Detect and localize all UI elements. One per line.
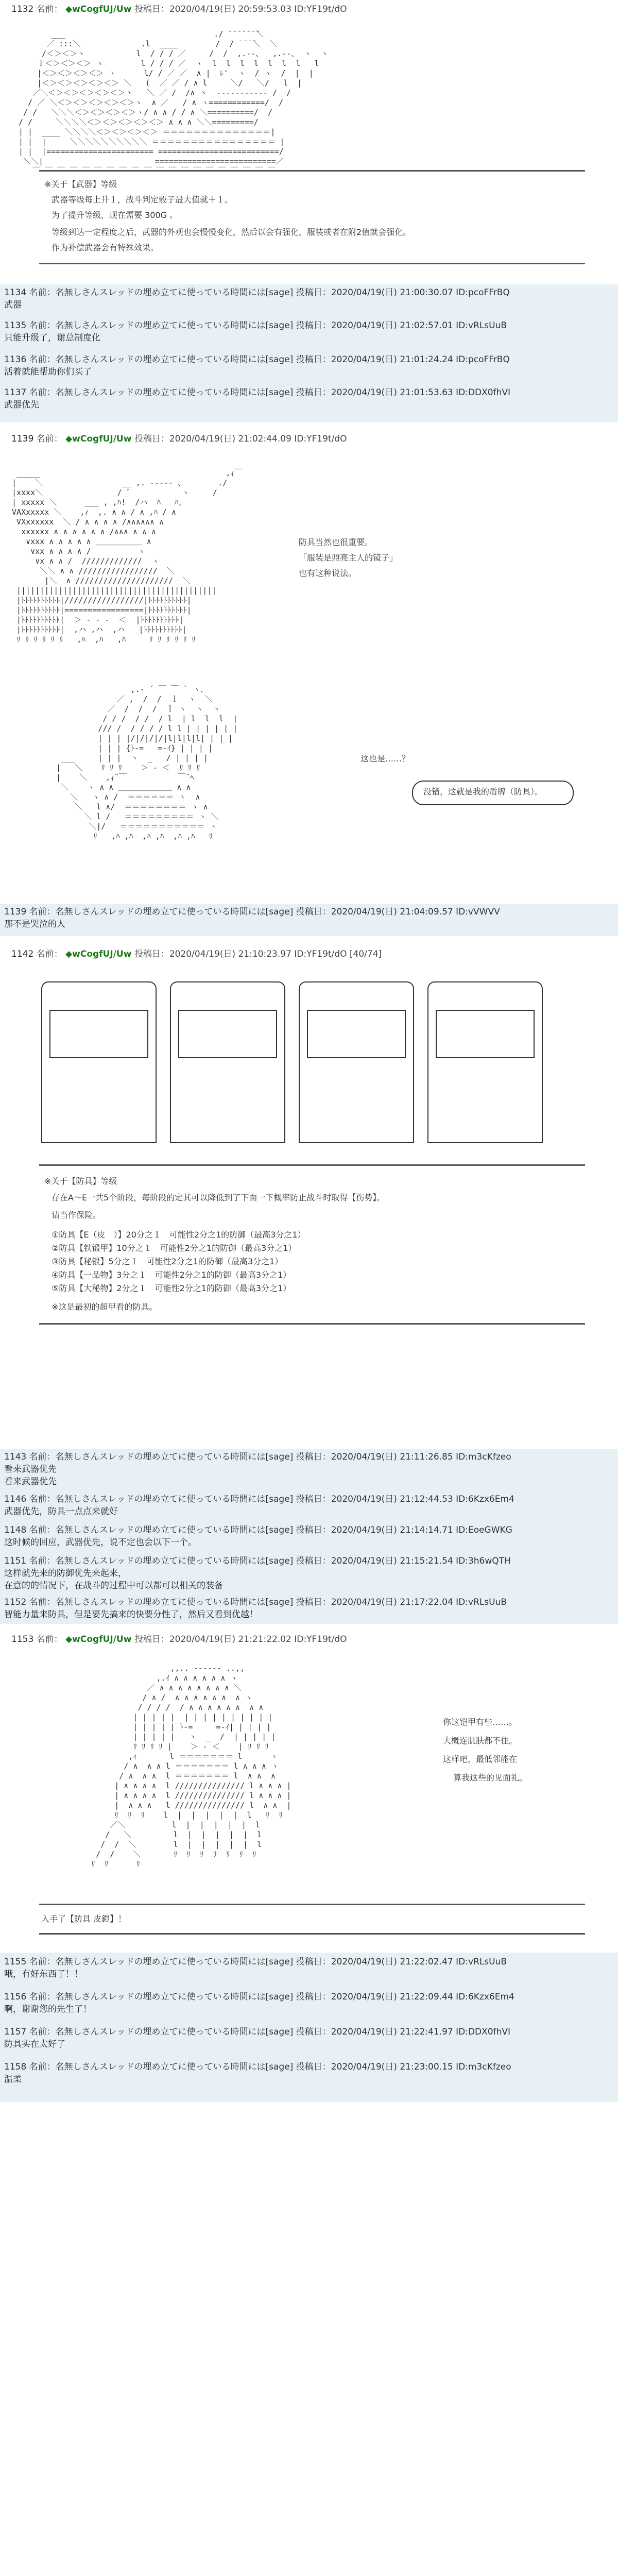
reply-body: 那不是哭泣的人 xyxy=(4,919,65,929)
post-number: 1139 xyxy=(11,434,34,444)
reply-body: 看来武器优先 xyxy=(4,1464,57,1475)
weapon-level-line: 武器等级每上升１，战斗判定骰子最大值就＋１。 xyxy=(52,195,233,205)
reply-header: 1136 名前：名無しさんスレッドの埋め立てに使っている時間には[sage] 投稿日：2020/04/19(日) 21:01:24.24 ID:pcoFFrBQ xyxy=(4,354,510,365)
item-acquired: 入手了【防具 皮鎧】！ xyxy=(41,1914,127,1924)
post-number: 1153 xyxy=(11,1634,34,1645)
reply-header: 1146 名前：名無しさんスレッドの埋め立てに使っている時間には[sage] 投稿日：2020/04/19(日) 21:12:44.53 ID:6Kzx6Em4 xyxy=(4,1494,514,1504)
name-label: 名前： xyxy=(36,434,63,444)
post-meta: 投稿日：2020/04/19(日) 21:02:44.09 ID:YF19t/dO xyxy=(134,434,347,444)
poster-name[interactable]: ◆wCogfUJ/Uw xyxy=(65,949,132,959)
weapon-level-line: 等级到达一定程度之后，武器的外观也会慢慢变化，然后以会有强化，服装或者在附2值就会强化。 xyxy=(52,227,411,237)
separator xyxy=(39,1904,585,1905)
post-header xyxy=(11,1633,347,1646)
speech-answer: 没错，这就是我的盾牌（防具）。 xyxy=(423,787,543,796)
reply-body: 武器优先，防具一点点来就好 xyxy=(4,1506,118,1517)
armor-cabinet xyxy=(170,981,285,1143)
speech-line: 防具当然也很重要。 xyxy=(299,537,373,547)
name-label: 名前： xyxy=(36,949,63,959)
reply-header: 1135 名前：名無しさんスレッドの埋め立てに使っている時間には[sage] 投稿日：2020/04/19(日) 21:02:57.01 ID:vRLsUuB xyxy=(4,320,507,331)
reply-body: 这样就先来的防御优先来起来， xyxy=(4,1568,127,1579)
armor-level-line: ⑤防具【大秘物】2分之１ 可能性2分之1的防御（最高3分之1） xyxy=(52,1283,291,1293)
reply-item xyxy=(4,906,500,930)
reply-body: 武器优先 xyxy=(4,400,39,410)
reply-body: 这时候的回应，武器优先，说不定也会以下一个。 xyxy=(4,1537,197,1548)
reply-body: 防具实在太好了 xyxy=(4,2039,65,2049)
poster-name[interactable]: ◆wCogfUJ/Uw xyxy=(65,1634,132,1645)
reply-item xyxy=(4,2061,511,2086)
armor-cabinet xyxy=(299,981,414,1143)
reply-header: 1157 名前：名無しさんスレッドの埋め立てに使っている時間には[sage] 投稿日：2020/04/19(日) 21:22:41.97 ID:DDX0fhVI xyxy=(4,2027,511,2037)
reply-header: 1139 名前：名無しさんスレッドの埋め立てに使っている時間には[sage] 投稿日：2020/04/19(日) 21:04:09.57 ID:vVWVV xyxy=(4,907,500,917)
speech-line: 也有这种说法。 xyxy=(299,568,357,578)
reply-header: 1148 名前：名無しさんスレッドの埋め立てに使っている時間には[sage] 投稿日：2020/04/19(日) 21:14:14.71 ID:EoeGWKG xyxy=(4,1525,512,1535)
reply-body: 活着就能帮助你们买了 xyxy=(4,367,92,377)
reply-item xyxy=(4,353,510,378)
separator xyxy=(39,1164,585,1166)
armor-cabinet xyxy=(427,981,543,1143)
armor-level-line: ③防具【秘银】5分之１ 可能性2分之1的防御（最高3分之1） xyxy=(52,1257,283,1266)
cabinet-panel xyxy=(307,1010,406,1058)
reply-header: 1158 名前：名無しさんスレッドの埋め立てに使っている時間には[sage] 投稿日：2020/04/19(日) 21:23:00.15 ID:m3cKfzeo xyxy=(4,2062,511,2072)
reply-body: 在意的的情况下，在战斗的过程中可以都可以相关的装备 xyxy=(4,1581,223,1591)
separator xyxy=(39,1323,585,1325)
reply-item xyxy=(4,1451,511,1488)
speech-line: 算我这些的见面礼。 xyxy=(453,1773,528,1783)
reply-item xyxy=(4,1524,512,1549)
reply-body: 只能升级了，谢总制度化 xyxy=(4,333,100,343)
reply-body: 温柔 xyxy=(4,2074,22,2084)
post-meta: 投稿日：2020/04/19(日) 20:59:53.03 ID:YF19t/dO xyxy=(134,4,347,14)
reply-header: 1137 名前：名無しさんスレッドの埋め立てに使っている時間には[sage] 投稿日：2020/04/19(日) 21:01:53.63 ID:DDX0fhVI xyxy=(4,387,511,398)
cabinet-panel xyxy=(49,1010,148,1058)
ascii-art-armor-rack: _____ ,ｨ￣ | ＼ __ ,. -‐‐‐- 、 ./ |xxxx＼ / ﾞ ヽ / | xxxxx ＼ ___ , ,ﾊ! /ハ ﾊ ﾊ、 VAXxxxxx ＼ ,ｨ ,. ∧ ∧ / ∧ ,ﾊ / ∧ VXxxxxxx ＼ / ∧ ∧ ∧ ∧ /∧∧∧∧∧∧ ∧ xxxxxx ∧ ∧ ∧ ∧ ∧ ∧ /∧∧∧ ∧ ∧ ∧ ∨xxx ∧ ∧ ∧ ∧ ∧ ＿＿＿＿＿＿ ∧ ∨xx ∧ ∧ ∧ ∧ / ヽ ∨x ∧ ∧ / ///////////// ヽ ＼＼ ∧ ∧ ///////////////// ＼ _____|＼ ∧ ///////////////////// ＼___ ||||||||||||||||||||||||||||||||||||||||||| |ﾄﾄﾄﾄﾄﾄﾄﾄﾄﾄ|/////////////////|ﾄﾄﾄﾄﾄﾄﾄﾄﾄﾄ| |ﾄﾄﾄﾄﾄﾄﾄﾄﾄﾄ|=================|ﾄﾄﾄﾄﾄﾄﾄﾄﾄﾄ| |ﾄﾄﾄﾄﾄﾄﾄﾄﾄﾄ| ＞ ‐ - ‐ ＜ |ﾄﾄﾄﾄﾄﾄﾄﾄﾄﾄ| |ﾄﾄﾄﾄﾄﾄﾄﾄﾄﾄ| ,ハ ,ハ ,ハ |ﾄﾄﾄﾄﾄﾄﾄﾄﾄﾄ| ﾘ ﾘ ﾘ ﾘ ﾘ ﾘ ,ﾊ ,ﾊ ,ﾊ ﾘ ﾘ ﾘ ﾘ ﾘ ﾘ xyxy=(12,468,242,644)
cabinet-panel xyxy=(436,1010,535,1058)
reply-item xyxy=(4,1956,507,1980)
cabinet-panel xyxy=(178,1010,277,1058)
ascii-art-character-shield: ,.- ´ ￣ ￣ ` ヽ、 ／ , / / ｌ ヽ ＼ ／ / / / ｌ ヽ ヽ ヽ / / / / / / l | l l l | /// / / / / / l l | | | | | | | | | |/|/|/|/|l|l|l|l| | | | | | | {ﾄ-= =-ｲ} | | | | ___ | | | ヽ _ / | | | | | ＼ ﾘ ﾘ ﾘ ＞ ‐ ＜ ﾘ ﾘ ﾘ | ＼ ,ｨ¨￣ ￣¨ﾍ ＼ ヽ ∧ ∧ ＿＿＿＿＿＿＿ ∧ ∧ ＼ ヽ ∧ / ＝＝＝＝＝＝ ヽ ∧ ＼ l ∧/ ＝＝＝＝＝＝＝＝ ヽ ∧ ＼ l / ＝＝＝＝＝＝＝＝＝ ヽ ＼ ＼|/ ＝＝＝＝＝＝＝＝＝＝＝ ヽ ﾘ ,ﾊ ,ﾊ ,ﾊ ,ﾊ ,ﾊ ,ﾊ ﾘ xyxy=(56,685,238,841)
armor-level-line: ①防具【E（皮 ）】20分之１ 可能性2分之1的防御（最高3分之1） xyxy=(52,1230,306,1240)
reply-header: 1134 名前：名無しさんスレッドの埋め立てに使っている時間には[sage] 投稿日：2020/04/19(日) 21:00:30.07 ID:pcoFFrBQ xyxy=(4,287,510,298)
post-header xyxy=(11,3,347,15)
armor-level-line: 存在A～E一共5个阶段，每阶段的定其可以降低到了下面一下概率防止战斗时取得【伤势】。 xyxy=(52,1193,385,1202)
armor-cabinet xyxy=(41,981,157,1143)
speech-line: 这样吧，最低邻能在 xyxy=(443,1754,518,1764)
reply-item xyxy=(4,1991,514,2015)
separator xyxy=(39,170,585,172)
reply-header: 1152 名前：名無しさんスレッドの埋め立てに使っている時間には[sage] 投稿日：2020/04/19(日) 21:17:22.04 ID:vRLsUuB xyxy=(4,1597,507,1607)
name-label: 名前： xyxy=(36,1634,63,1645)
reply-header: 1143 名前：名無しさんスレッドの埋め立てに使っている時間には[sage] 投稿日：2020/04/19(日) 21:11:26.85 ID:m3cKfzeo xyxy=(4,1452,511,1462)
weapon-level-title: ※关于【武器】等级 xyxy=(44,179,117,189)
reply-body: 看来武器优先 xyxy=(4,1477,57,1487)
post-number: 1142 xyxy=(11,949,34,959)
post-meta: 投稿日：2020/04/19(日) 21:21:22.02 ID:YF19t/dO xyxy=(134,1634,347,1645)
poster-name[interactable]: ◆wCogfUJ/Uw xyxy=(65,4,132,14)
reply-item xyxy=(4,1555,511,1592)
reply-item xyxy=(4,286,510,311)
weapon-level-line: 作为补偿武器会有特殊效果。 xyxy=(52,243,159,252)
post-number: 1132 xyxy=(11,4,34,14)
separator xyxy=(39,1933,585,1935)
ascii-art-shrine: ___ ./ ̄ ̄ ̄ ̄ ̄ ̄ ̄＼ ／ :::＼ .l ____ / / ̄ ̄ ̄ ̄＼ ＼ /＜＞＜＞ヽ l / / / ／ / / ,.--、 ,.--、 ヽ ヽ ｌ＜＞＜＞＜＞ ヽ l / / / ／ ヽ l l l l l l l l |＜＞＜＞＜＞＜＞ ヽ l/ / ／ ／ ∧ | ﾚ' ヽ / ヽ / | | |＜＞＜＞＜＞＜＞＜＞ ＼ ( ／ ／ / ∧ l ＼/ ＼/ l | ／＼＜＞＜＞＜＞＜＞＜＞ヽ ＼ ／ / /∧ ヽ ----------- / / / ／ ＼＜＞＜＞＜＞＜＞＜＞ヽ ∧ ／ / ∧ ヽ============/ / / / ＼＼＼＜＞＜＞＜＞＜＞ヽ/ ∧ ∧ / / ∧ ＼==========/ / / / ＼＼＼＼＜＞＜＞＜＞＜＞＜＞ ∧ ∧ ∧ ＼＼=========/ | | ____ ＼＼＼＼＜＞＜＞＜＞＜＞ ＝＝＝＝＝＝＝＝＝＝＝＝＝＝| | | | ＼＼＼＼＼＼＼＼＼＼ ＝＝＝＝＝＝＝＝＝＝＝＝＝＝＝＝ | | | |======================= ==========================/ ＼＼| ==========================／ ￣ ￣ ￣ ￣ ￣ ￣ ￣ ￣ ￣ ￣ ￣ ￣ ￣ ￣ ￣ ￣ ￣ ￣ ￣ ￣ xyxy=(19,29,329,176)
reply-body: 哦，有好东西了！！ xyxy=(4,1969,83,1979)
reply-item xyxy=(4,319,507,344)
name-label: 名前： xyxy=(36,4,63,14)
speech-line: 「服装是照亮主人的镜子」 xyxy=(299,553,398,563)
armor-level-line: 请当作保险。 xyxy=(52,1210,101,1220)
ascii-art-character-standing: ,,.. -‐‐‐‐‐ ..,, ,.ｲ ∧ ∧ ∧ ∧ ∧ ∧ ヽ ／ ∧ ∧ ∧ ∧ ∧ ∧ ∧ ∧ ＼ / ∧ / ∧ ∧ ∧ ∧ ∧ ∧ ∧ ヽ / / / / / ∧ ∧ ∧ ∧ ∧ ∧ ∧ ∧ | | | | | | | | | | | | | | | | | | | | ﾄ-= =-ｲ| | | | | | | | | | ヽ _ / | | | | | ﾘ ﾘ ﾘ ﾘ | ＞ ‐ ＜ | ﾘ ﾘ ﾘ ,ｨ l ＝＝＝＝＝＝＝ l ヽ / ∧ ∧ ∧ l ＝＝＝＝＝＝＝ l ∧ ∧ ∧ ヽ / ∧ ∧ ∧ l ＝＝＝＝＝＝＝ l ∧ ∧ ∧ | ∧ ∧ ∧ ∧ l /////////////// l ∧ ∧ ∧ | | ∧ ∧ ∧ ∧ l /////////////// l ∧ ∧ ∧ | | ∧ ∧ ∧ l /////////////// l ∧ ∧ | ﾘ ﾘ ﾘ l | | | | | l ﾘ ﾘ ／＼ l | | | | | l / ＼ l | | | | | l / / ＼ l | | | | | l / / ＼ ﾘ ﾘ ﾘ ﾘ ﾘ ﾘ ﾘ ﾘ ﾘ ﾘ xyxy=(91,1664,291,1869)
post-header xyxy=(11,948,382,960)
armor-level-title: ※关于【防具】等级 xyxy=(44,1176,117,1186)
reply-item xyxy=(4,1596,507,1621)
reply-header: 1155 名前：名無しさんスレッドの埋め立てに使っている時間には[sage] 投稿日：2020/04/19(日) 21:22:02.47 ID:vRLsUuB xyxy=(4,1957,507,1967)
reply-body: 武器 xyxy=(4,300,22,310)
reply-header: 1151 名前：名無しさんスレッドの埋め立てに使っている時間には[sage] 投稿日：2020/04/19(日) 21:15:21.54 ID:3h6wQTH xyxy=(4,1556,511,1566)
weapon-level-line: 为了提升等级，现在需要 300G 。 xyxy=(52,210,178,220)
reply-item xyxy=(4,386,510,411)
separator xyxy=(39,263,585,264)
speech-question: 这也是……？ xyxy=(360,754,410,764)
speech-line: 你这铠甲有些……。 xyxy=(443,1717,518,1727)
reply-item xyxy=(4,2026,510,2050)
post-meta: 投稿日：2020/04/19(日) 21:10:23.97 ID:YF19t/dO [40/74] xyxy=(134,949,382,959)
reply-body: 啊，谢谢您的先生了！ xyxy=(4,2004,92,2014)
poster-name[interactable]: ◆wCogfUJ/Uw xyxy=(65,434,132,444)
armor-level-note: ※这是最初的超甲看的防具。 xyxy=(52,1302,158,1312)
reply-body: 智能力量来防具，但是要先搞来的快要分性了，然后又看到优越！ xyxy=(4,1609,258,1620)
reply-header: 1156 名前：名無しさんスレッドの埋め立てに使っている時間には[sage] 投稿日：2020/04/19(日) 21:22:09.44 ID:6Kzx6Em4 xyxy=(4,1992,514,2002)
post-header xyxy=(11,433,347,445)
armor-level-line: ④防具【一品物】3分之１ 可能性2分之1的防御（最高3分之1） xyxy=(52,1270,291,1280)
armor-level-line: ②防具【铁锻甲】10分之１ 可能性2分之1的防御（最高3分之1） xyxy=(52,1243,297,1253)
speech-line: 大概连肌肤都不住。 xyxy=(443,1736,518,1745)
reply-item xyxy=(4,1493,514,1518)
